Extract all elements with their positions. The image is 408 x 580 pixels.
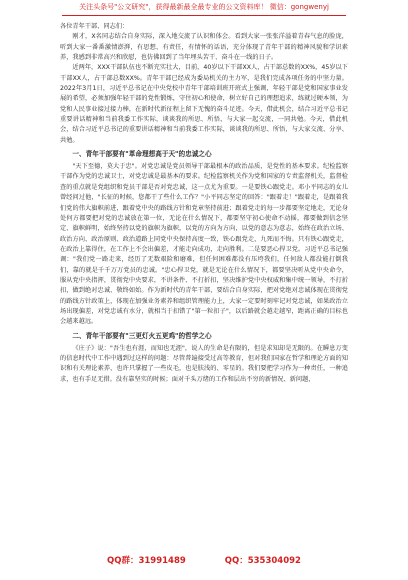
section-heading-2: 二、青年干部要有"三更灯火五更鸡"的哲学之心 bbox=[72, 331, 212, 340]
contact-footer bbox=[0, 556, 408, 567]
document-body bbox=[60, 22, 348, 385]
intro-paragraph-2: 近两年，XXX干部队伍也不断充实壮大，目前，40岁以下干部XX人，占干部总数的XX%，45岁以下干部XX人，占干部总数XX%。青年干部已经成为委局机关的主力军，是我们完成各项任务的中坚力量。2022年3月1日，习近平总书记在中央党校中青年干部培训班开班式上强调，年轻干部是党和国家事业发展的希望，必须加强年轻干部的党性锻炼，守住初心和使命，树立好自己的理想追求，练就过硬本领，为党和人民事业接过接力棒，在新时代新征程上留下无愧的奋斗足迹。今天，借此机会，结合习近平总书记重要讲话精神和当前我委工作实际，谈谈我的所思、所悟，与大家一起交流，一同共勉。今天，借此机会，结合习近平总书记的重要讲话精神和当前我委工作实际，谈谈我的所思、所悟，与大家交流、分享、共勉。 bbox=[60, 64, 348, 144]
section2-paragraph: 《庄子》说："吾生也有涯，而知也无涯"，说人的生命是有限的，但是求知却是无限的。在瞬息万变的信息时代中工作中遇到过这样的问题：尽管普遍接受过高等教育，但对我们国家在哲学和理论方面的知识和有关理论素养，也许只掌握了一些皮毛，也是肤浅的、零星的。我们要把学习作为一种责任，一种追求，也有手足无措。没有靠坚实的时候；面对千头万绪的工作和层出不穷的新情况、新问题， bbox=[60, 344, 348, 383]
intro-paragraph-1: 刚才，X名同志结合自身实际，深入地交流了认识和体会。看到大家一张张洋溢着青春气息的脸庞，听到大家一番番激情澎湃，有思想、有责任，有情怀的话语，充分体现了青年干部的精神风貌和学识素养，我感到非常高兴和欣慰，也仿佛回到了当年埋头苦干、奋斗在一线的日子。 bbox=[60, 33, 348, 62]
promo-banner: 关注头条号"公文研究"，获得最新最全最专业的公文资料库！ 微信：gongwenyj bbox=[79, 3, 329, 11]
qq-contact-label: QQ：535304092 bbox=[224, 556, 301, 566]
section-heading-1: 一、青年干部要有"革命理想高于天"的忠诚之心 bbox=[72, 150, 212, 159]
salutation: 各位青年干部、同志们： bbox=[60, 23, 129, 30]
banner-divider bbox=[62, 15, 346, 16]
qq-group-label: QQ群：31991489 bbox=[107, 556, 186, 566]
section1-paragraph: "天下至德，莫大于忠"。对党忠诚是党员领导干部最根本的政治品质，是党性的基本要求。纪检监察干部作为党的忠诚卫士，对党忠诚是最基本的要求。纪检监察机关作为党和国家的专责监督机关，监督检查的重点就是党组织和党员干部是否对党忠诚，这一点尤为重要。一是要铁心跟党走。邓小平同志的女儿曾经问过他，"长征的时候，您都干了些什么工作？"小平同志坚定的回答："跟着走！"跟着走，是跟着我们党的伟大旗帜前进，跟着党中央的路线方针和党章坚持前进；跟着党走的每一步都要坚定地走，无论身处何方都要把对党的忠诚放在第一位，无论在什么情况下，都要坚守初心使命不动摇，都要做到信念坚定、旗帜鲜明，始终坚持以党的旗帜为旗帜，以党的方向为方向，以党的意志为意志，始终在政治立场、政治方向、政治原则、政治道路上同党中央保持高度一致，铁心跟党走，九死而不悔。只有铁心跟党走，在政治上靠得住，在工作上不会出偏差，才能走向成功，走向胜利。二是要恶心捍卫党。习近平总书记强调："我们党一路走来，经历了无数艰险和磨难，但任何困难都没有压垮我们，任何敌人都没能打倒我们，靠的就是千千万万党员的忠诚。"忠心捍卫党，就是无论在什么情况下，都要坚决听从党中央命令，服从党中央指挥，贯彻党中央要求，不讲条件、不打折扣，坚决维护党中央权威和集中统一领导，不打折扣，做到绝对忠诚、敬终如始。作为新时代的青年干部，要结合自身实际，把对党绝对忠诚体现在贯彻党的路线方针政策上，体现在加强业务素养和组织管理能力上，大家一定要时刻牢记对党忠诚，如果政治立场出现偏差，对党忠诚有水分，就相当于扣错了"第一粒扣子"，以后路就会越走越窄，距离正确的目标也会越来越远。 bbox=[60, 163, 348, 326]
